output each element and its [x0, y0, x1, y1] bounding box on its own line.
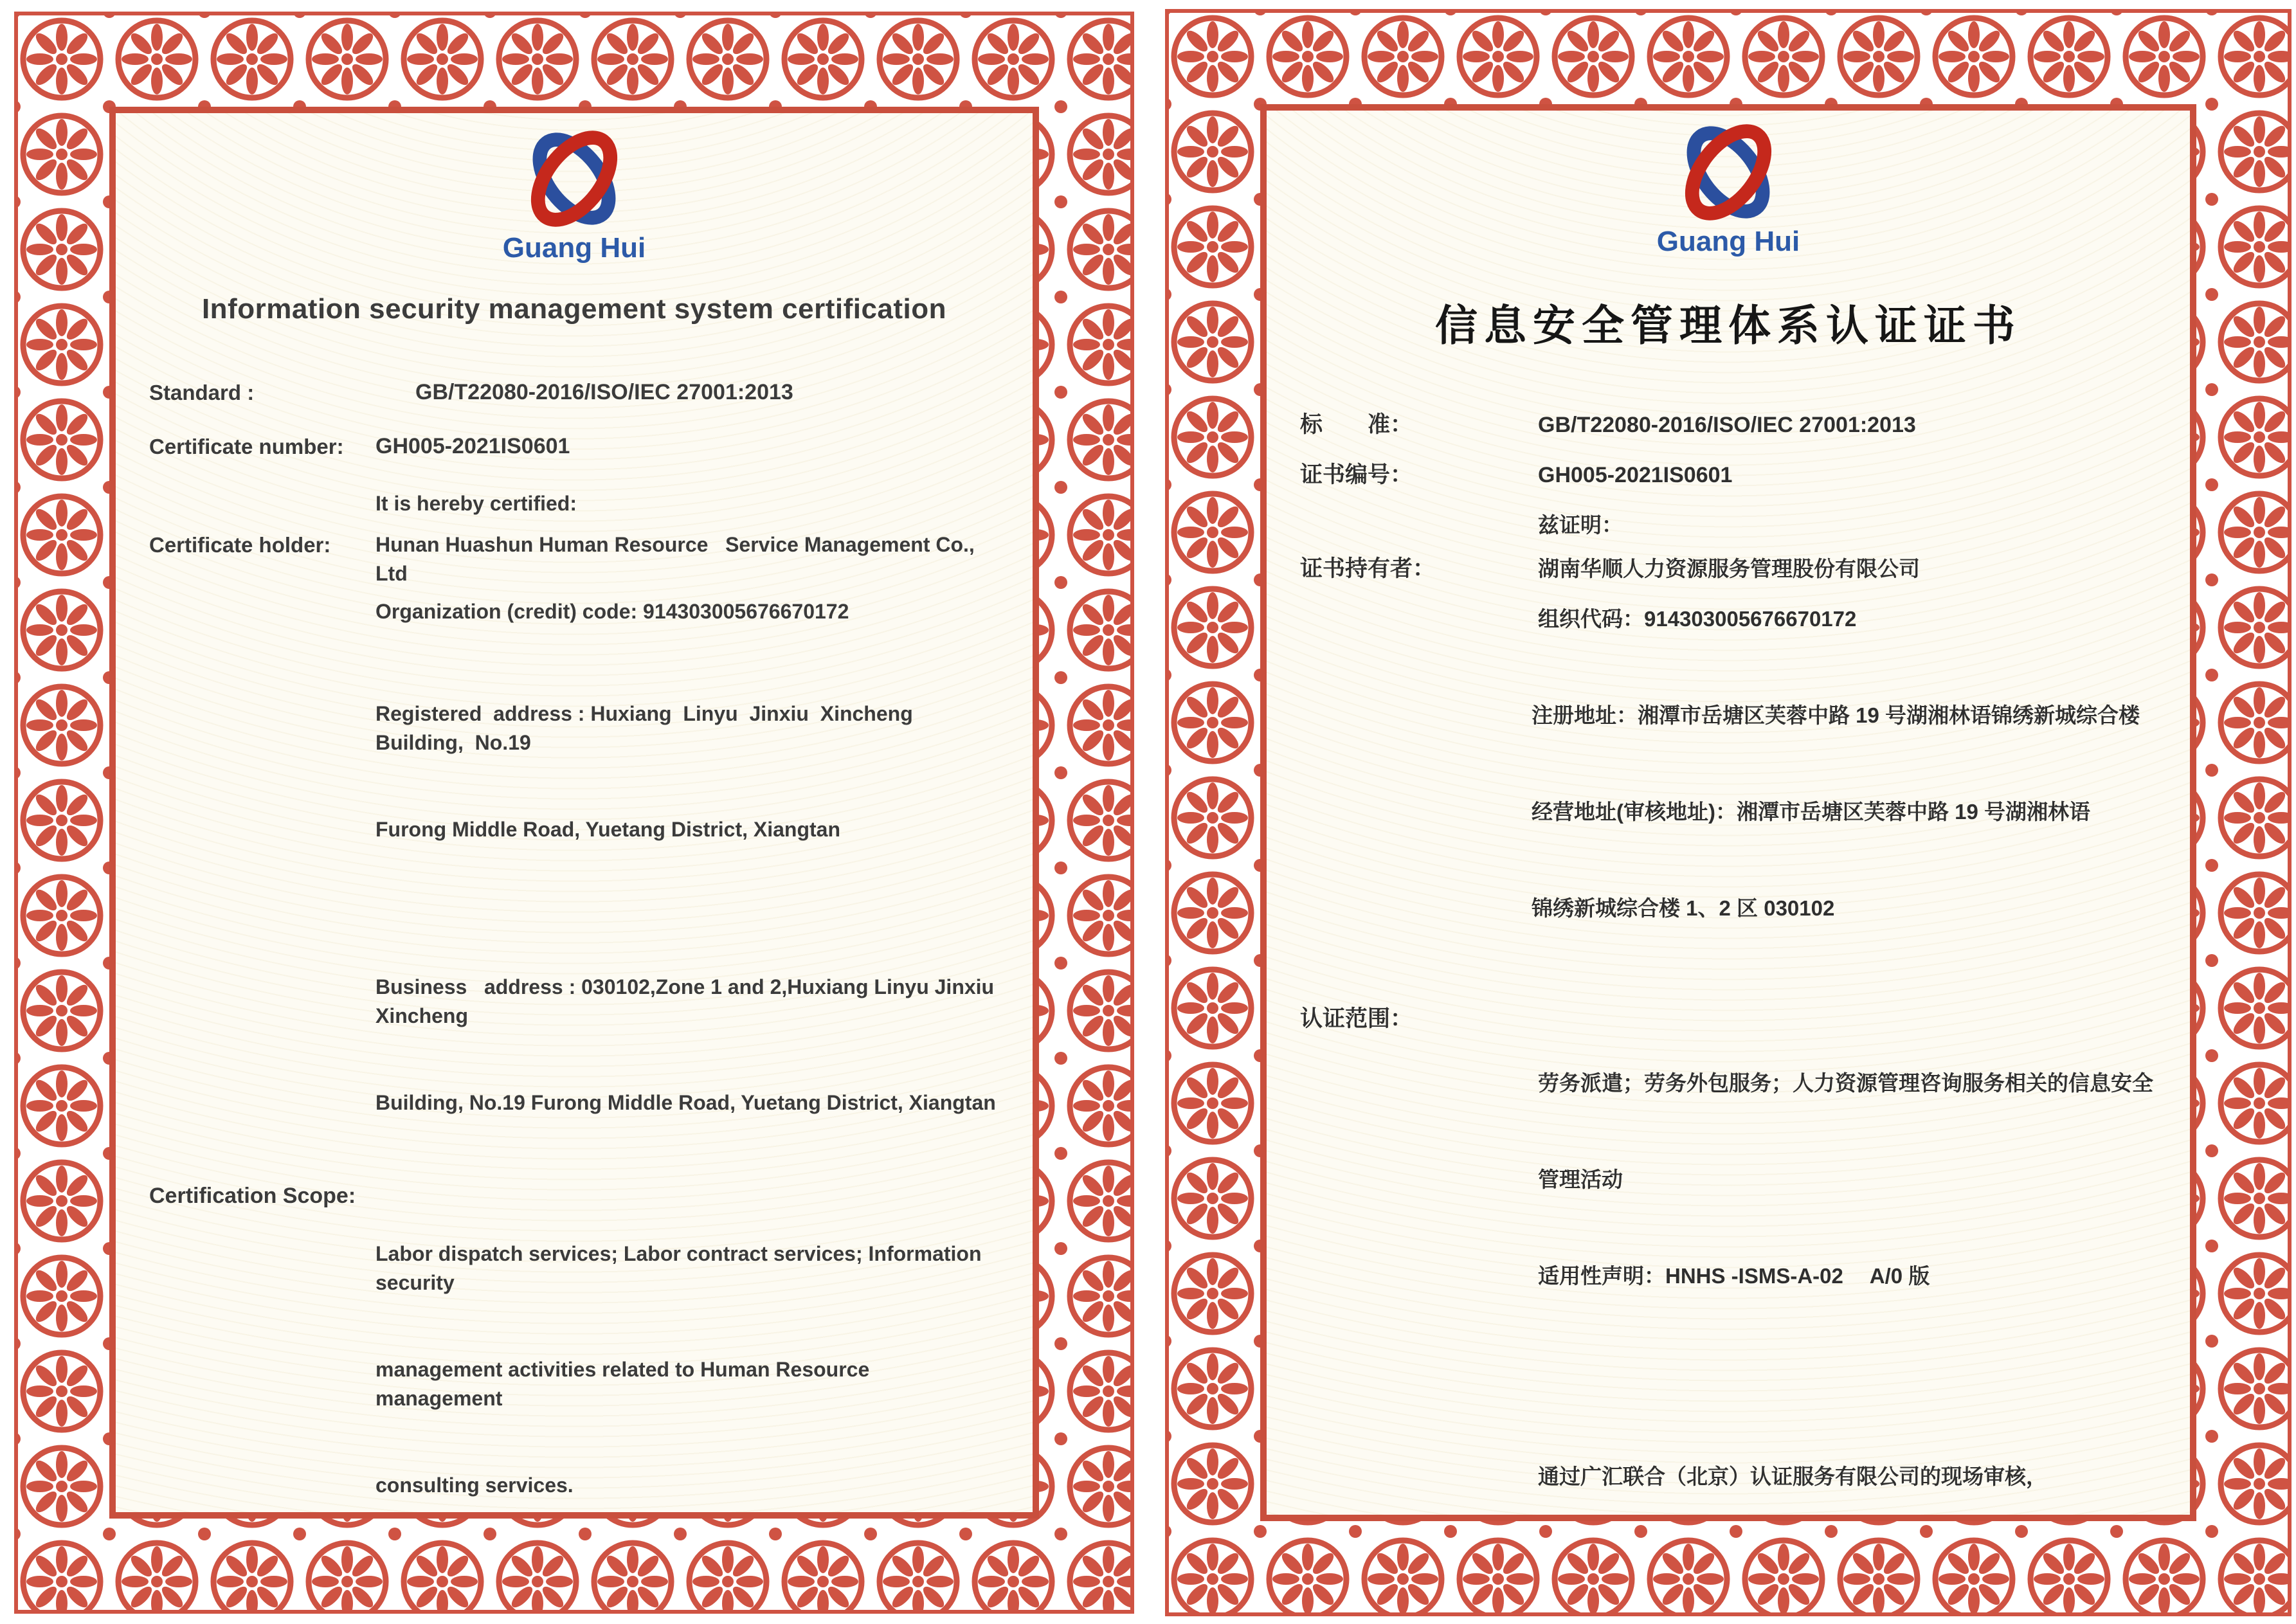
business-address-line1: Business address : 030102,Zone 1 and 2,Huxiang Linyu Jinxiu Xincheng: [375, 975, 1000, 1027]
logo-block: [1300, 123, 2156, 258]
holder-row: [1300, 553, 2156, 585]
scope-line1: Labor dispatch services; Labor contract services; Information security: [375, 1242, 988, 1294]
cert-number-row: [149, 432, 999, 461]
registered-address-line2: Furong Middle Road, Yuetang District, Xiangtan: [375, 818, 841, 841]
business-address-line2: 锦绣新城综合楼 1、2 区 030102: [1532, 896, 1835, 920]
holder-value: 湖南华顺人力资源服务管理股份有限公司: [1538, 557, 1920, 581]
registered-address-line: 注册地址：湘潭市岳塘区芙蓉中路 19 号湖湘林语锦绣新城综合楼: [1532, 703, 2140, 727]
assessed-line1: 通过广汇联合（北京）认证服务有限公司的现场审核，: [1538, 1465, 2047, 1488]
certificate-title: 信息安全管理体系认证证书: [1435, 302, 2021, 349]
certificate-panel: [1260, 104, 2196, 1521]
cert-number-value: GH005-2021IS0601: [1538, 463, 1733, 487]
scope-label: 认证范围：: [1300, 1006, 1413, 1031]
holder-label: Certificate holder:: [149, 533, 331, 557]
scope-value: [1538, 1003, 2153, 1357]
cert-number-row: [1300, 459, 2156, 491]
scope-label: Certification Scope:: [149, 1184, 356, 1208]
scope-value: [375, 1182, 999, 1519]
guanghui-logo-icon: [1664, 123, 1793, 221]
standard-label: Standard :: [149, 381, 255, 404]
scope-row: [149, 1182, 999, 1519]
address-block: [1532, 635, 2156, 989]
scope-row: [1300, 1003, 2156, 1357]
brand-name: Guang Hui: [502, 232, 646, 264]
certificate-chinese: [1165, 9, 2291, 1616]
business-address-line2: Building, No.19 Furong Middle Road, Yuetang District, Xiangtan: [375, 1091, 996, 1114]
scope-line2: management activities related to Human Resource management: [375, 1358, 887, 1410]
registered-address-line1: Registered address : Huxiang Linyu Jinxiu Xincheng Building, No.19: [375, 702, 925, 754]
standard-row: [1300, 409, 2156, 441]
org-code-line: 组织代码：914303005676670172: [1538, 607, 1857, 631]
certificate-panel: [109, 107, 1039, 1519]
standard-value: GB/T22080-2016/ISO/IEC 27001:2013: [1538, 413, 1916, 437]
assessed-block: [1538, 1396, 2156, 1521]
business-address: [375, 915, 999, 1175]
cert-number-value: GH005-2021IS0601: [375, 434, 570, 458]
scope-line1: 劳务派遣；劳务外包服务；人力资源管理咨询服务相关的信息安全: [1538, 1071, 2153, 1095]
standard-label: 标 准：: [1300, 412, 1413, 437]
standard-row: [149, 378, 999, 407]
holder-value: Hunan Huashun Human Resource Service Management Co., Ltd: [375, 533, 981, 585]
scope-line2: 管理活动: [1538, 1168, 1623, 1191]
registered-address: [375, 642, 999, 902]
applicability-line: 适用性声明：HNHS -ISMS-A-02 A/0 版: [1538, 1264, 1930, 1288]
logo-block: [149, 130, 999, 264]
holder-row: [149, 530, 999, 588]
standard-value: GB/T22080-2016/ISO/IEC 27001:2013: [415, 380, 793, 404]
cert-number-label: Certificate number:: [149, 435, 344, 458]
business-address-line1: 经营地址(审核地址)：湘潭市岳塘区芙蓉中路 19 号湖湘林语: [1532, 800, 2091, 824]
brand-name: Guang Hui: [1656, 226, 1800, 257]
certificate-title: Information security management system certification: [201, 293, 947, 325]
scope-line3: consulting services.: [375, 1474, 574, 1497]
cert-number-label: 证书编号：: [1300, 462, 1413, 487]
org-code-line: Organization (credit) code: 914303005676670172: [375, 600, 849, 623]
hereby-line: It is hereby certified:: [375, 492, 577, 515]
certificate-english: [14, 12, 1134, 1614]
hereby-line: 兹证明：: [1538, 513, 1623, 537]
holder-label: 证书持有者：: [1300, 556, 1436, 581]
guanghui-logo-icon: [510, 130, 638, 228]
